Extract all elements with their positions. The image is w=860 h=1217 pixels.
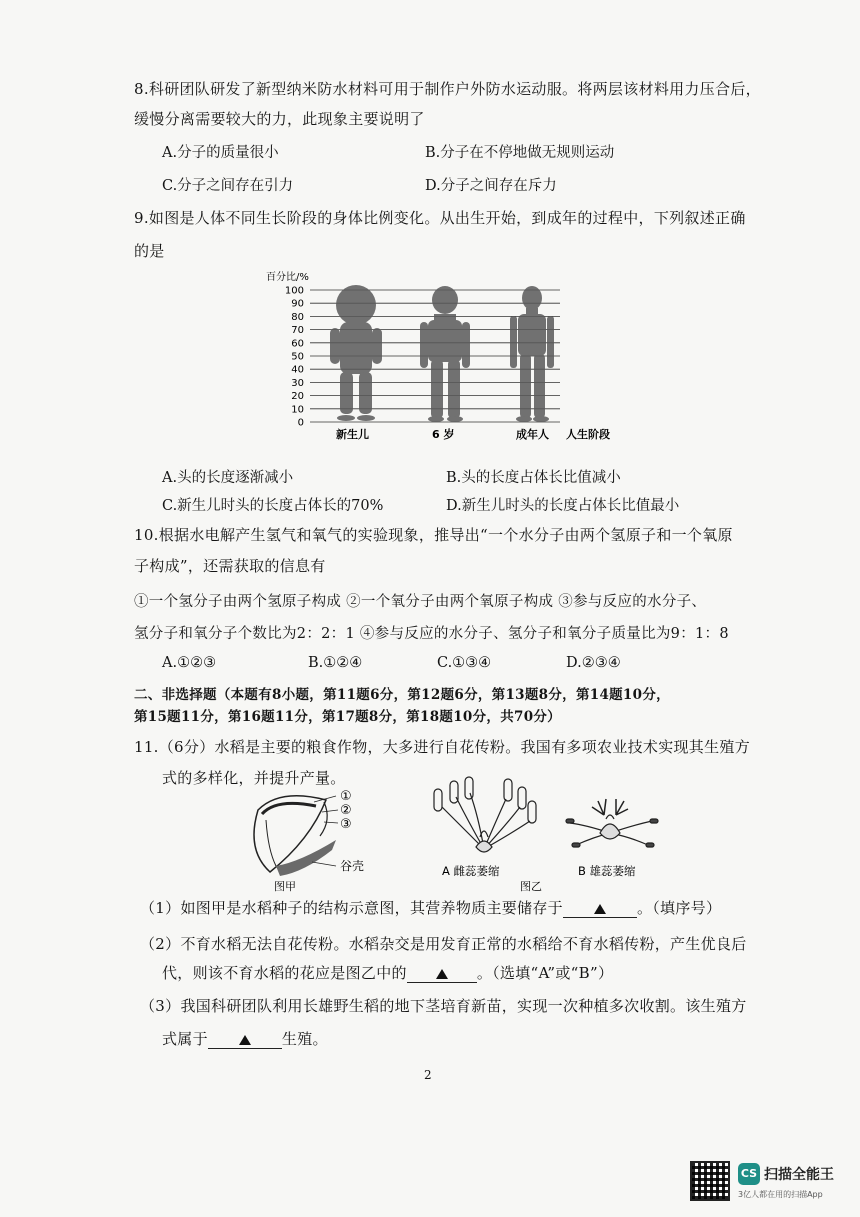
q8-stem-line1: 8.科研团队研发了新型纳米防水材料可用于制作户外防水运动服。将两层该材料用力压合后， [134, 80, 761, 98]
q11-sub1-text: （1）如图甲是水稻种子的结构示意图，其营养物质主要储存于 [140, 899, 563, 917]
q11-sub2-blank[interactable] [407, 964, 477, 983]
q10-info-line1: ①一个氢分子由两个氢原子构成 ②一个氧分子由两个氧原子构成 ③参与反应的水分子、 [134, 594, 707, 610]
blank-triangle-icon [239, 1035, 251, 1045]
newborn-silhouette [330, 285, 382, 421]
section2-desc-line1: （本题有8小题，第11题6分，第12题6分，第13题8分，第14题10分， [216, 687, 670, 703]
seed-marker-3: ③ [340, 817, 352, 832]
figure-yi-caption: 图乙 [520, 880, 542, 893]
flower-b-stamen-atrophy [566, 799, 658, 847]
section2-title: 二、非选择题 [134, 687, 217, 703]
seed-marker-2: ② [340, 803, 352, 818]
q11-sub3-text: 式属于 [162, 1030, 208, 1048]
q10-option-d: D.②③④ [566, 655, 621, 671]
q10-option-a: A.①②③ [162, 655, 217, 671]
seed-hull-label: 谷壳 [340, 859, 365, 873]
q11-stem-line1: 11.（6分）水稻是主要的粮食作物，大多进行自花传粉。我国有多项农业技术实现其生殖方 [134, 738, 751, 756]
q8-option-a: A.分子的质量很小 [162, 145, 279, 161]
q9-stem-line2: 的是 [134, 242, 165, 260]
q11-sub2-text: 代，则该不育水稻的花应是图乙中的 [162, 964, 407, 982]
y-tick-label: 30 [291, 377, 304, 389]
y-tick-label: 60 [291, 338, 304, 350]
body-proportion-figure [260, 268, 620, 448]
q10-stem-line1: 10.根据水电解产生氢气和氧气的实验现象，推导出“一个水分子由两个氢原子和一个氧原 [134, 526, 733, 544]
stage-label-six: 6 岁 [432, 428, 455, 441]
q9-option-c: C.新生儿时头的长度占体长的70% [162, 498, 384, 514]
q11-sub3-line2 [162, 1028, 328, 1049]
blank-triangle-icon [436, 969, 448, 979]
q11-sub1-suffix: 。（填序号） [636, 899, 722, 917]
seed-marker-1: ① [340, 789, 352, 804]
q8-option-c: C.分子之间存在引力 [162, 178, 294, 194]
adult-silhouette [510, 286, 554, 422]
blank-triangle-icon [594, 904, 606, 914]
y-tick-label: 20 [291, 391, 304, 403]
page-number: 2 [424, 1068, 432, 1082]
y-tick-label: 40 [291, 364, 304, 376]
q11-sub3-line1: （3）我国科研团队利用长雄野生稻的地下茎培育新苗，实现一次种植多次收割。该生殖方 [140, 997, 747, 1015]
scanner-watermark [690, 1161, 850, 1205]
q11-sub2-line1: （2）不育水稻无法自花传粉。水稻杂交是用发育正常的水稻给不育水稻传粉，产生优良后 [140, 935, 747, 953]
scanner-app-name: 扫描全能王 [764, 1167, 834, 1183]
y-tick-label: 90 [291, 298, 304, 310]
section2-header-line1 [134, 683, 670, 703]
y-tick-label: 50 [291, 351, 304, 363]
six-year-silhouette [420, 286, 470, 422]
q8-option-b: B.分子在不停地做无规则运动 [425, 145, 615, 161]
q11-sub2-line2 [162, 962, 613, 983]
q11-sub1-blank[interactable] [563, 899, 637, 918]
section2-desc-line2: 第15题11分，第16题11分，第17题8分，第18题10分，共70分） [134, 709, 561, 725]
flower-a-label: A 雌蕊萎缩 [442, 864, 500, 878]
q9-option-a: A.头的长度逐渐减小 [162, 470, 294, 486]
stage-label-newborn: 新生儿 [336, 428, 369, 441]
q8-stem-line2: 缓慢分离需要较大的力，此现象主要说明了 [134, 110, 425, 128]
q11-sub2-suffix: 。（选填“A”或“B”） [476, 964, 614, 982]
q10-info-line2: 氢分子和氧分子个数比为2：2：1 ④参与反应的水分子、氢分子和氧分子质量比为9：1：8 [134, 626, 729, 642]
q11-sub3-blank[interactable] [208, 1030, 282, 1049]
q9-stem-line1: 9.如图是人体不同生长阶段的身体比例变化。从出生开始，到成年的过程中，下列叙述正确 [134, 209, 746, 227]
flower-a-pistil-atrophy [434, 777, 536, 852]
rice-flower-figure [420, 775, 680, 893]
rice-seed-figure [240, 780, 390, 892]
q10-option-c: C.①③④ [437, 655, 492, 671]
q11-sub3-suffix: 生殖。 [281, 1030, 328, 1048]
q9-option-b: B.头的长度占体长比值减小 [446, 470, 621, 486]
q8-option-d: D.分子之间存在斥力 [425, 178, 557, 194]
y-tick-label: 70 [291, 325, 304, 337]
q11-stem-line2: 式的多样化，并提升产量。 [162, 769, 346, 787]
qr-code-icon [690, 1161, 730, 1201]
figure-x-title: 人生阶段 [566, 428, 610, 441]
q9-option-d: D.新生儿时头的长度占体长比值最小 [446, 498, 680, 514]
figure-jia-caption: 图甲 [274, 880, 296, 892]
q11-sub1 [140, 897, 721, 918]
q10-stem-line2: 子构成”，还需获取的信息有 [134, 557, 326, 575]
scanner-tagline: 3亿人都在用的扫描App [738, 1190, 823, 1199]
y-tick-label: 10 [291, 404, 304, 416]
flower-b-label: B 雄蕊萎缩 [578, 864, 636, 878]
y-tick-label: 100 [284, 285, 304, 297]
figure-y-title: 百分比/% [266, 272, 309, 283]
q10-option-b: B.①②④ [308, 655, 363, 671]
y-tick-label: 80 [291, 311, 304, 323]
stage-label-adult: 成年人 [516, 428, 549, 441]
y-tick-label: 0 [297, 417, 304, 429]
cs-logo-icon: CS [738, 1163, 760, 1185]
